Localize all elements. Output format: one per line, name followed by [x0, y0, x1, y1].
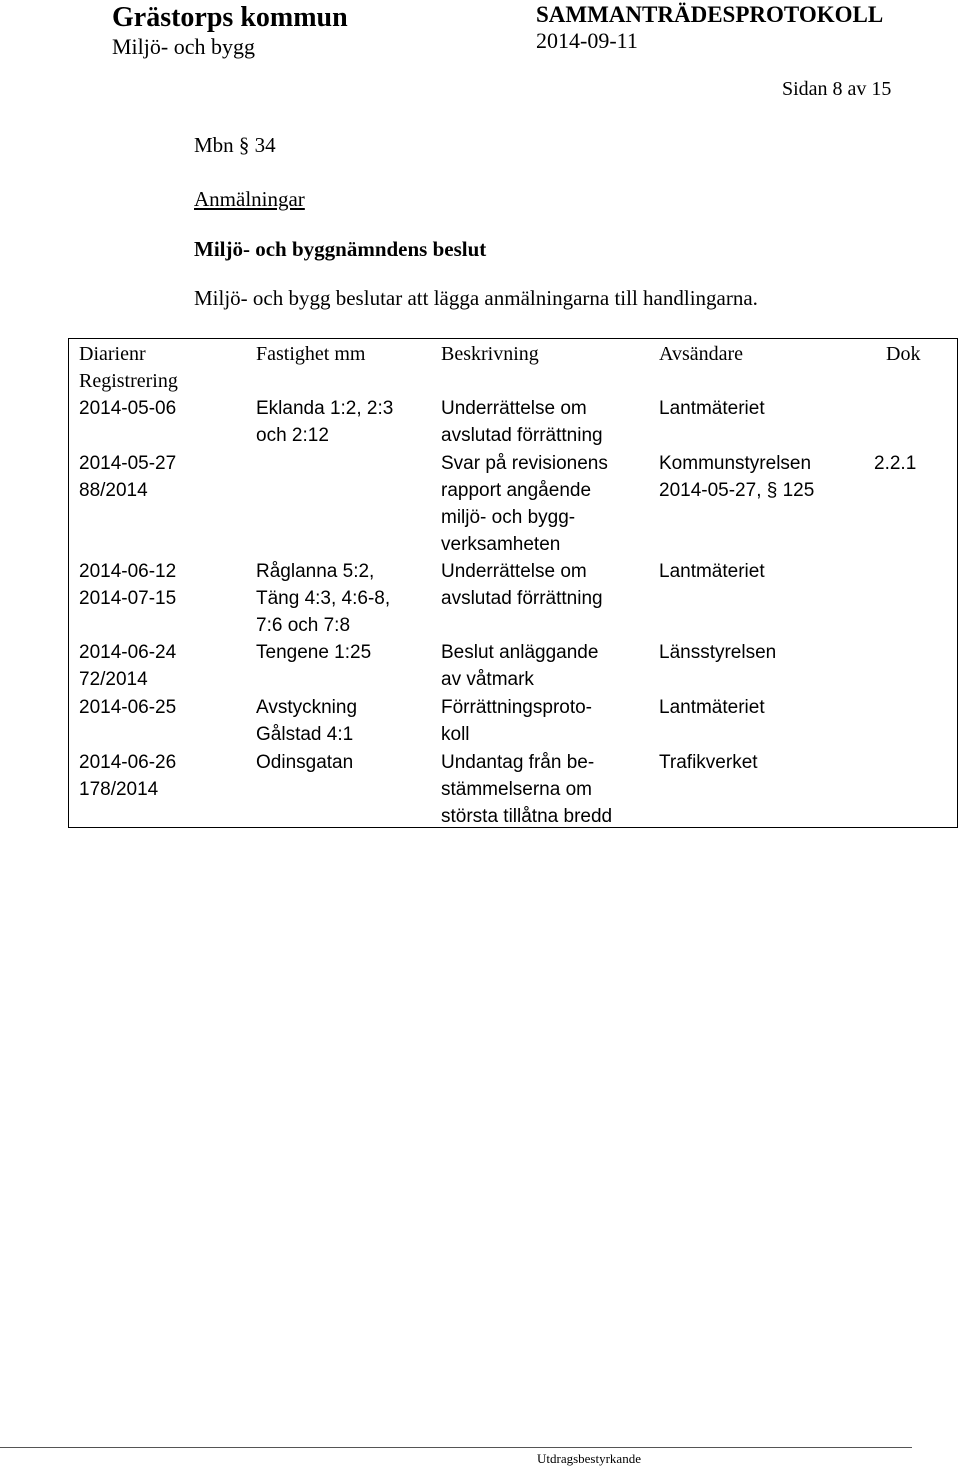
- table-cell-diarienr: 2014-05-27 88/2014: [79, 453, 177, 501]
- section-heading: Anmälningar: [194, 187, 305, 211]
- notices-table: [68, 338, 958, 828]
- column-header-dok: Dok: [886, 343, 921, 365]
- table-cell-beskrivning: Beslut anläggande av våtmark: [441, 642, 599, 690]
- column-header-avsandare: Avsändare: [659, 343, 744, 365]
- table-cell-diarienr: 2014-05-06: [79, 398, 177, 419]
- table-cell-fastighet: Tengene 1:25: [256, 642, 372, 663]
- organization-name: Grästorps kommun: [112, 2, 348, 33]
- page-number: Sidan 8 av 15: [782, 78, 892, 100]
- table-cell-beskrivning: Underrättelse om avslutad förrättning: [441, 398, 603, 446]
- table-cell-fastighet: Odinsgatan: [256, 752, 354, 773]
- document-type: SAMMANTRÄDESPROTOKOLL: [536, 2, 884, 27]
- decision-text: Miljö- och bygg beslutar att lägga anmälningarna till handlingarna.: [194, 286, 758, 310]
- table-cell-avsandare: Lantmäteriet: [659, 561, 765, 582]
- footer-rule: [0, 1447, 912, 1448]
- table-cell-avsandare: Länsstyrelsen: [659, 642, 777, 663]
- table-cell-avsandare: Trafikverket: [659, 752, 758, 773]
- column-header-beskrivning: Beskrivning: [441, 343, 539, 365]
- table-cell-diarienr: 2014-06-26 178/2014: [79, 752, 177, 800]
- document-date: 2014-09-11: [536, 28, 638, 53]
- department-name: Miljö- och bygg: [112, 34, 255, 59]
- decision-heading: Miljö- och byggnämndens beslut: [194, 237, 487, 261]
- paragraph-id: Mbn § 34: [194, 133, 276, 157]
- table-cell-avsandare: Lantmäteriet: [659, 697, 765, 718]
- table-cell-diarienr: 2014-06-12 2014-07-15: [79, 561, 177, 609]
- table-cell-diarienr: 2014-06-24 72/2014: [79, 642, 177, 690]
- table-cell-fastighet: Eklanda 1:2, 2:3 och 2:12: [256, 398, 394, 446]
- table-cell-diarienr: 2014-06-25: [79, 697, 177, 718]
- table-cell-beskrivning: Undantag från be- stämmelserna om största tillåtna bredd: [441, 752, 613, 827]
- column-header-fastighet: Fastighet mm: [256, 343, 366, 365]
- table-cell-beskrivning: Svar på revisionens rapport angående miljö- och bygg- verksamheten: [441, 453, 608, 555]
- footer-label: Utdragsbestyrkande: [537, 1451, 641, 1466]
- table-cell-fastighet: Råglanna 5:2, Täng 4:3, 4:6-8, 7:6 och 7:8: [256, 561, 391, 636]
- column-header-diarienr: Diarienr Registrering: [79, 343, 178, 392]
- table-cell-avsandare: Lantmäteriet: [659, 398, 765, 419]
- table-cell-avsandare: Kommunstyrelsen 2014-05-27, § 125: [659, 453, 815, 501]
- table-cell-beskrivning: Förrättningsproto- koll: [441, 697, 593, 745]
- table-cell-beskrivning: Underrättelse om avslutad förrättning: [441, 561, 603, 609]
- table-cell-fastighet: Avstyckning Gålstad 4:1: [256, 697, 358, 745]
- table-cell-dok: 2.2.1: [874, 453, 917, 474]
